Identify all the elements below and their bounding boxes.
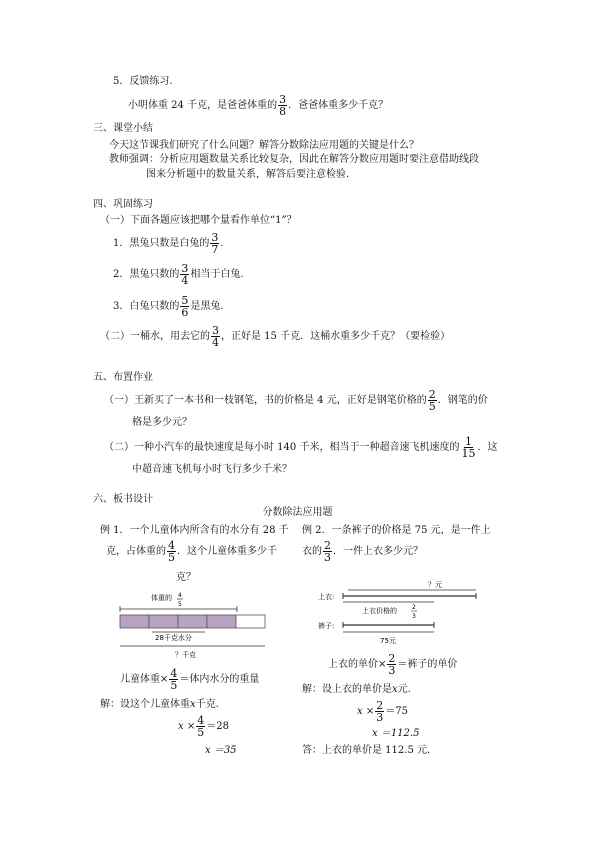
fraction: $\frac{4}{5}$ [170,667,178,692]
ex2-mid-label: 上衣价格的 [362,607,397,615]
fraction: $\frac{4}{5}$ [197,714,205,739]
ex2-line-1: 例 2．一条裤子的价格是 75 元，是一件上 [302,525,491,536]
fraction: $\frac{4}{5}$ [168,539,175,564]
ex1-segment-bar [120,615,265,628]
s5-problem: 小明体重 24 千克，是爸爸体重的 $\frac{3}{8}$ ．爸爸体重多少千克？ [128,93,389,118]
homework-2: （二）一种小汽车的最快速度是每小时 140 千米，相当于一种超音速飞机速度的 $\frac{1}{15}$ ．这 [104,435,498,460]
ex1-bar-segment [207,615,236,628]
ex1-equation-2: x × $\frac{4}{5}$ ＝28 [178,714,229,739]
section-3-title: 三、课堂小结 [93,123,153,134]
summary-line-2: 教师强调：分析应用题数量关系比较复杂，因此在解答分数应用题时要注意借助线段 [109,154,479,165]
ex2-result: x ＝112.5 [372,728,420,739]
fraction: $\frac{3}{4}$ [212,324,219,349]
ex1-line-diagram [115,588,275,663]
summary-line-3: 图来分析题中的数量关系，解答后要注意检验. [146,169,350,180]
ex2-row1-label: 上衣: [318,593,335,601]
section-5-title: 5．反馈练习. [113,76,173,87]
ex1-line-3: 克？ [176,572,196,583]
ex2-solve: 解：设上衣的单价是x元. [302,684,411,695]
ex1-line-1: 例 1．一个儿童体内所含有的水分有 28 千 [100,525,289,536]
summary-line-1: 今天这节课我们研究了什么问题？解答分数除法应用题的关键是什么？ [109,140,419,151]
section-4-title: 四、巩固练习 [93,199,153,210]
ex1-top-frac-den: 5 [178,601,182,608]
section-homework-title: 五、布置作业 [93,372,153,383]
fraction: $\frac{3}{4}$ [181,262,189,287]
ex1-line-2: 克，占体重的 $\frac{4}{5}$ ．这个儿童体重多少千 [106,539,277,564]
section-6-title: 六、板书设计 [93,494,153,505]
fraction: $\frac{3}{8}$ [279,93,287,118]
ex2-answer: 答：上衣的单价是 112.5 元. [302,745,431,756]
practice-item-2: 2．黑兔只数的 $\frac{3}{4}$ 相当于白兔. [113,262,244,287]
ex1-top-frac-num: 4 [178,592,182,599]
fraction: $\frac{2}{3}$ [324,539,331,564]
practice-sub-1: （一）下面各题应该把哪个量看作单位“1”？ [100,215,297,226]
homework-1: （一）王新买了一本书和一枝钢笔，书的价格是 4 元，正好是钢笔价格的 $\frac{2}{5}$ ．钢笔的价 [104,388,488,413]
practice-item-3: 3．白兔只数的 $\frac{5}{6}$ 是黑兔. [113,294,224,319]
ex1-equation: 儿童体重× $\frac{4}{5}$ ＝体内水分的重量 [120,667,260,692]
ex1-bottom-label: 28千克水分 [155,634,192,642]
fraction: $\frac{3}{7}$ [211,231,219,256]
ex2-line-2: 衣的 $\frac{2}{3}$ ．一件上衣多少元？ [302,539,423,564]
ex1-result: x ＝35 [205,745,237,756]
practice-sub-2: （二）一桶水，用去它的 $\frac{3}{4}$ ，正好是 15 千克．这桶水重多少千克？（要检验） [100,324,451,349]
fraction: $\frac{2}{5}$ [428,388,436,413]
ex2-top-label: ？元 [428,581,442,589]
ex1-bar-segment [236,615,265,628]
ex1-bar-segment [178,615,207,628]
ex2-equation-2: x × $\frac{2}{3}$ ＝75 [357,699,408,724]
ex1-below-label: ？千克 [175,651,196,659]
ex2-line-diagram [318,578,480,648]
ex1-bar-segment [149,615,178,628]
practice-item-1: 1．黑兔只数是白兔的 $\frac{3}{7}$ . [113,231,224,256]
ex1-bar-segment [120,615,149,628]
fraction: $\frac{1}{15}$ [461,435,476,460]
ex2-bottom-label: 75元 [380,637,396,645]
fraction: $\frac{5}{6}$ [181,294,189,319]
ex2-row2-label: 裤子: [318,622,335,630]
ex1-top-label: 体重的 [151,594,172,602]
homework-1-line-2: 格是多少元？ [132,417,192,428]
homework-2-line-2: 中超音速飞机每小时飞行多少千米？ [132,464,292,475]
ex2-equation: 上衣的单价× $\frac{2}{3}$ ＝裤子的单价 [328,652,458,677]
ex2-mid-frac-den: 3 [412,613,416,620]
board-title: 分数除法应用题 [262,507,333,518]
ex1-solve: 解：设这个儿童体重x千克. [100,699,219,710]
ex2-mid-frac-num: 2 [412,604,416,611]
fraction: $\frac{2}{3}$ [376,699,384,724]
fraction: $\frac{2}{3}$ [388,652,396,677]
